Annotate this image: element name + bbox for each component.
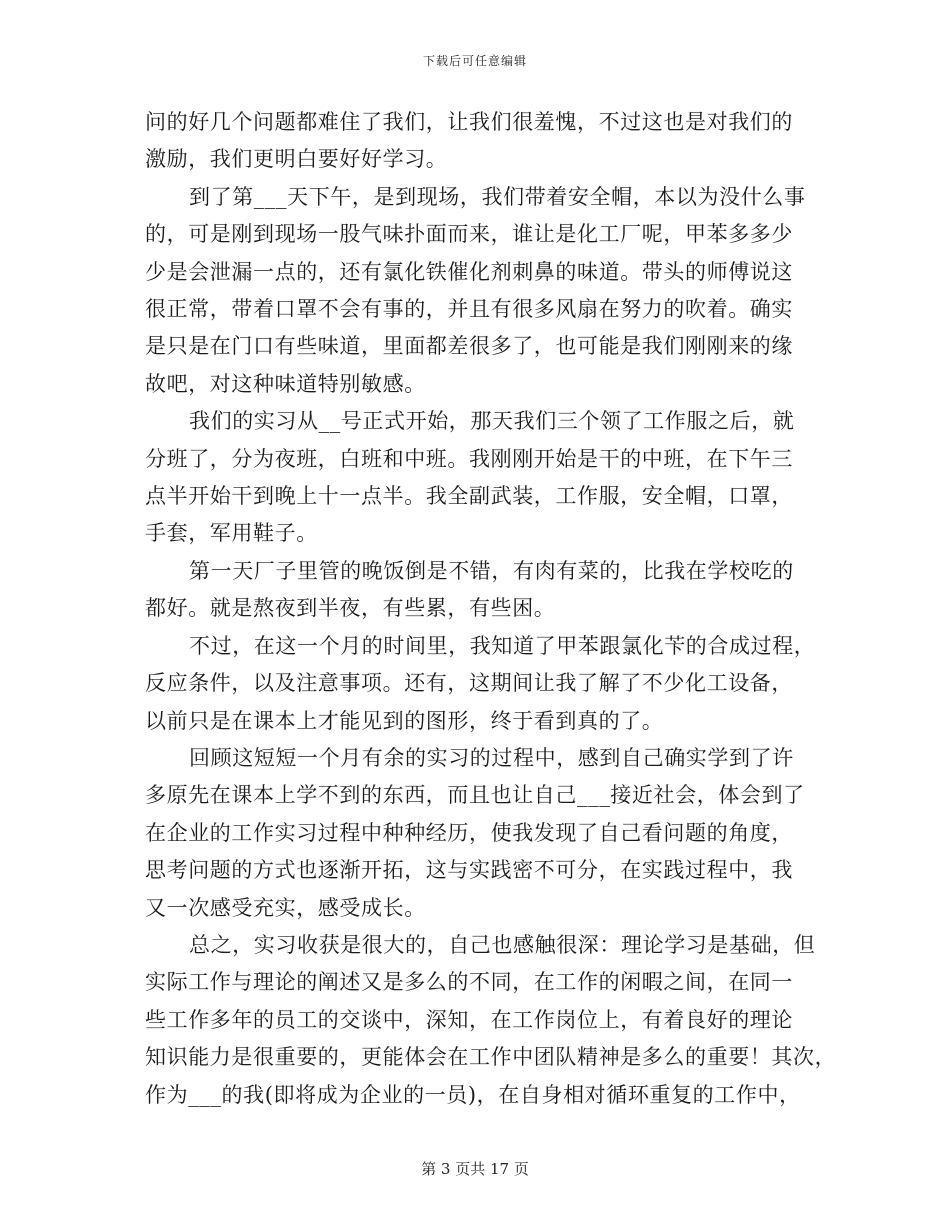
- paragraph: [145, 628, 815, 740]
- text-line: 反应条件，以及注意事项。还有，这期间让我了解了不少化工设备，: [145, 671, 793, 696]
- body-text: [145, 104, 837, 1114]
- text-line: 我们的实习从__号正式开始，那天我们三个领了工作服之后，就: [189, 409, 795, 434]
- text-line: 回顾这短短一个月有余的实习的过程中，感到自己确实学到了许: [189, 745, 794, 770]
- text-line: 是只是在门口有些味道，里面都差很多了，也可能是我们刚刚来的缘: [145, 334, 793, 359]
- text-line: 实际工作与理论的阐述又是多么的不同，在工作的闲暇之间，在同一: [145, 970, 793, 995]
- text-line: 到了第___天下午，是到现场，我们带着安全帽，本以为没什么事: [189, 184, 806, 209]
- text-line: 知识能力是很重要的，更能体会在工作中团队精神是多么的重要！其次，: [145, 1045, 837, 1070]
- page-footer: 第 3 页共 17 页: [421, 1160, 529, 1178]
- text-line: 问的好几个问题都难住了我们，让我们很羞愧，不过这也是对我们的: [145, 110, 793, 134]
- text-line: 思考问题的方式也逐渐开拓，这与实践密不可分，在实践过程中，我: [145, 858, 793, 883]
- paragraph: [145, 104, 815, 179]
- paragraph: [145, 403, 815, 553]
- text-line: 点半开始干到晚上十一点半。我全副武装，工作服，安全帽，口罩，: [145, 484, 793, 509]
- text-line: 激励，我们更明白要好好学习。: [145, 147, 448, 172]
- text-line: 少是会泄漏一点的，还有氯化铁催化剂刺鼻的味道。带头的师傅说这: [145, 259, 793, 284]
- paragraph: [145, 740, 815, 927]
- text-line: 在企业的工作实习过程中种种经历，使我发现了自己看问题的角度，: [145, 820, 793, 845]
- paragraph: [145, 179, 815, 403]
- text-line: 分班了，分为夜班，白班和中班。我刚刚开始是干的中班，在下午三: [145, 446, 793, 471]
- text-line: 总之，实习收获是很大的，自己也感触很深：理论学习是基础，但: [189, 932, 816, 957]
- text-line: 很正常，带着口罩不会有事的，并且有很多风扇在努力的吹着。确实: [145, 297, 793, 322]
- page-header: 下载后可任意编辑: [422, 54, 527, 68]
- paragraph: [145, 927, 837, 1114]
- text-line: 都好。就是熬夜到半夜，有些累，有些困。: [145, 596, 556, 621]
- text-line: 作为___的我(即将成为企业的一员)，在自身相对循环重复的工作中，: [145, 1082, 801, 1107]
- text-line: 多原先在课本上学不到的东西，而且也让自己___接近社会，体会到了: [145, 783, 805, 808]
- text-line: 故吧，对这种味道特别敏感。: [145, 371, 426, 396]
- text-line: 些工作多年的员工的交谈中，深知，在工作岗位上，有着良好的理论: [145, 1007, 793, 1032]
- text-line: 不过，在这一个月的时间里，我知道了甲苯跟氯化苄的合成过程，: [189, 633, 816, 658]
- text-line: 手套，军用鞋子。: [145, 521, 318, 546]
- text-line: 以前只是在课本上才能见到的图形，终于看到真的了。: [145, 708, 664, 733]
- text-line: 又一次感受充实，感受成长。: [145, 895, 426, 920]
- text-line: 的，可是刚到现场一股气味扑面而来，谁让是化工厂呢，甲苯多多少: [145, 222, 793, 247]
- text-line: 第一天厂子里管的晚饭倒是不错，有肉有菜的，比我在学校吃的: [189, 558, 794, 583]
- paragraph: [145, 553, 815, 628]
